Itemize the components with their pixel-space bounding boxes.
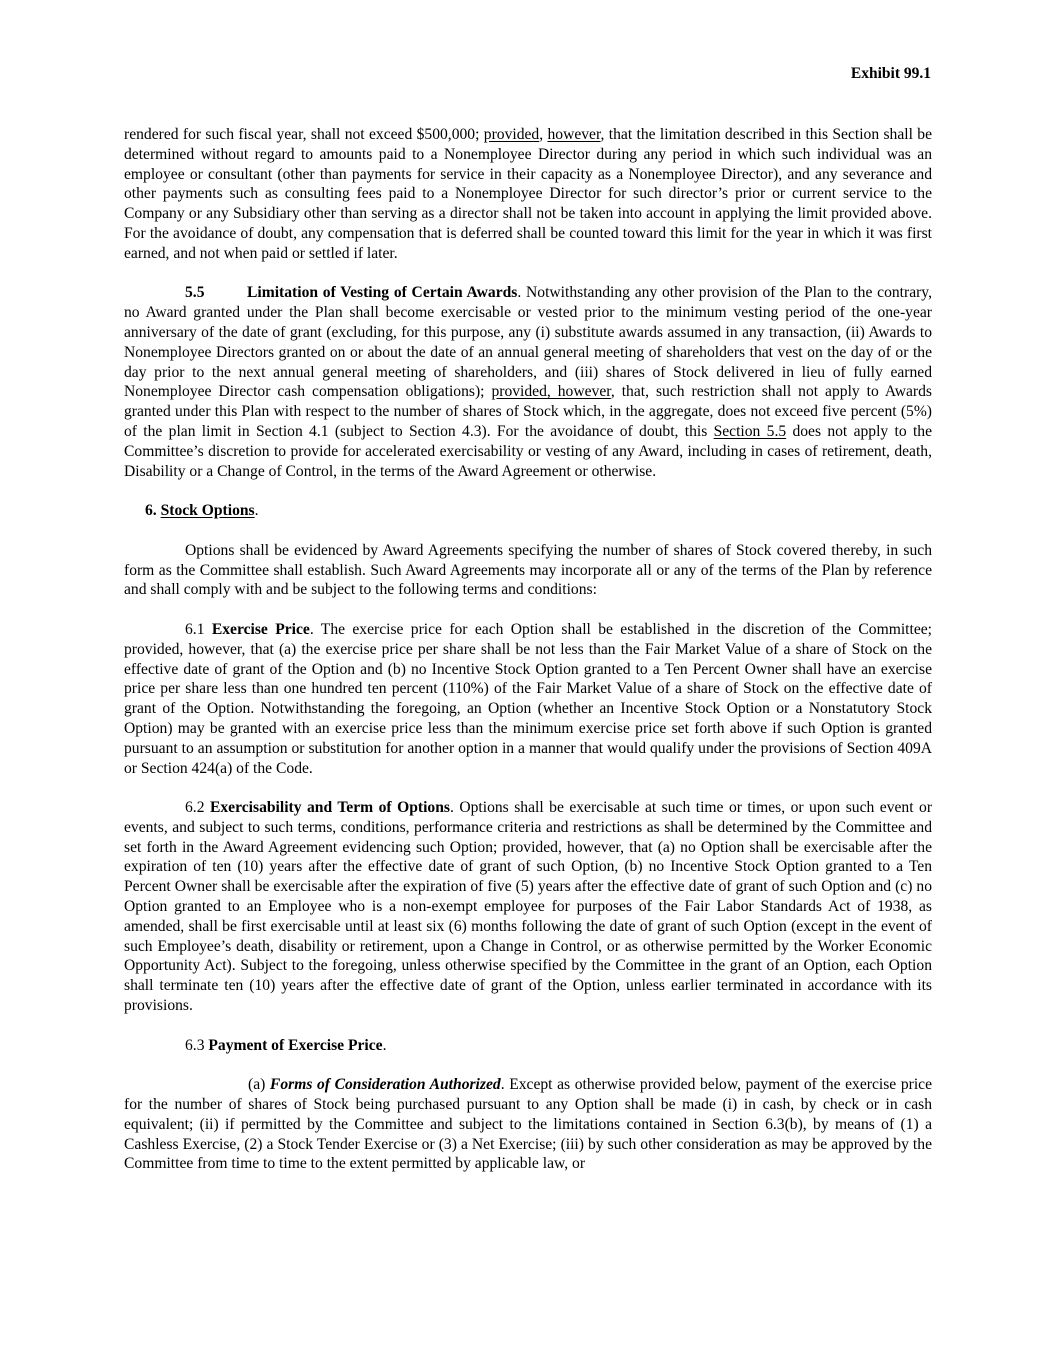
section-5-5 (124, 283, 932, 481)
section-6-3-a (124, 1075, 932, 1174)
section-6-heading (124, 501, 932, 521)
section-6-intro: Options shall be evidenced by Award Agreements specifying the number of shares of Stock covered thereby, in such form as the Committee shall establish. Such Award Agreements may incorporate all or any of the terms of the Plan by reference and shall comply with and be subject to the following terms and conditions: (124, 541, 932, 599)
section-reference-link: Section 5.5 (713, 422, 787, 440)
text-run: , (539, 126, 548, 143)
section-number: 6.1 (185, 620, 212, 638)
text-run: . (254, 502, 259, 520)
text-run: . The exercise price for each Option shall be established in the discretion of the Committee; provided, however, that (a) the exercise price per share shall be not less than the Fair Market Value of a share of Stock on the effective date of grant of the Option and (b) no Incentive Stock Option granted to a Ten Percent Owner shall have an exercise price per share less than one hundred ten percent (110%) of the Fair Market Value of a share of Stock on the effective date of grant of the Option. Notwithstanding the foregoing, an Option (whether an Incentive Stock Option or a Nonstatutory Stock Option) may be granted with an exercise price less than the minimum exercise price set forth above if such Option is granted pursuant to an assumption or substitution for another option in a manner that would qualify under the provisions of Section 409A or Section 424(a) of the Code. (124, 620, 933, 777)
section-number: 6.2 (185, 799, 210, 817)
text-run: . Except as otherwise provided below, payment of the exercise price for the number of shares of Stock being purchased pursuant to any Option shall be made (i) in cash, by check or in cash equivalent; (ii) if permitted by the Committee and subject to the limitations contained in Section 6.3(b), by means of (1) a Cashless Exercise, (2) a Stock Tender Exercise or (3) a Net Exercise; (iii) by such other consideration as may be approved by the Committee from time to time to the extent permitted by applicable law, or (124, 1076, 932, 1173)
text-run: rendered for such fiscal year, shall not exceed $500,000; (124, 126, 484, 143)
text-run: , that the limitation described in this Section shall be determined without regard to amounts paid to a Nonemployee Director during any period in which such individual was an employee or consultant (other than payments for service in their capacity as a Nonemployee Director), and any severance and other payments such as consulting fees paid to a Nonemployee Director for such director’s prior or current service to the Company or any Subsidiary other than serving as a director shall not be taken into account in applying the limit provided above. For the avoidance of doubt, any compensation that is deferred shall be counted toward this limit for the year in which it was first earned, and not when paid or settled if later. (124, 126, 932, 262)
underlined-term-however: however (547, 126, 601, 143)
paragraph-continuation (124, 125, 932, 264)
section-title: Limitation of Vesting of Certain Awards (247, 284, 518, 302)
section-number: 6.3 (185, 1036, 209, 1054)
subsection-number: (a) (248, 1076, 270, 1094)
text-run: . Options shall be exercisable at such time or times, or upon such event or events, and subject to such terms, conditions, performance criteria and restrictions as shall be determined by the Committee and set forth in the Award Agreement evidencing such Option; provided, however, that (a) no Option shall be exercisable after the expiration of ten (10) years after the effective date of grant of such Option, (b) no Incentive Stock Option granted to a Ten Percent Owner shall be exercisable after the expiration of five (5) years after the effective date of grant of such Option and (c) no Option granted to an Employee who is a non-exempt employee for purposes of the Fair Labor Standards Act of 1938, as amended, shall be first exercisable until at least six (6) months following the date of grant of such Option (except in the event of such Employee’s death, disability or retirement, upon a Change in Control, or as otherwise permitted by the Worker Economic Opportunity Act). Subject to the foregoing, unless otherwise specified by the Committee in the grant of an Option, each Option shall terminate ten (10) years after the effective date of grant of the Option, unless earlier terminated in accordance with its provisions. (124, 799, 933, 1015)
section-6-2 (124, 798, 932, 1016)
text-run: does not apply to the Committee’s discretion to provide for accelerated exercisability or vesting of any Award, including in cases of retirement, death, Disability or a Change of Control, in the terms of the Award Agreement or otherwise. (124, 422, 932, 480)
section-number: 6. (145, 502, 161, 520)
section-6-1 (124, 620, 932, 778)
document-body (124, 125, 932, 1194)
exhibit-label: Exhibit 99.1 (850, 65, 931, 82)
section-title: Exercisability and Term of Options (209, 799, 450, 817)
section-number: 5.5 (185, 284, 205, 302)
underlined-term-provided-however: provided, however (491, 383, 611, 401)
subsection-title: Forms of Consideration Authorized (269, 1076, 501, 1094)
section-title: Payment of Exercise Price (208, 1036, 383, 1054)
section-6-3 (124, 1036, 932, 1056)
text-run: , that, such restriction shall not apply to Awards granted under this Plan with respect to the number of shares of Stock which, in the aggregate, does not exceed five percent (5%) of the plan limit in Section 4.1 (subject to Section 4.3). For the avoidance of doubt, this (124, 383, 932, 440)
section-title: Stock Options (160, 502, 255, 520)
section-title: Exercise Price (211, 620, 310, 638)
text-run: . Notwithstanding any other provision of the Plan to the contrary, no Award granted under the Plan shall become exercisable or vested prior to the minimum vesting period of the one-year anniversary of the date of grant (excluding, for this purpose, any (i) substitute awards assumed in any transaction, (ii) Awards to Nonemployee Directors granted on or about the date of an annual general meeting of shareholders that vest on the day of or the day prior to the next annual general meeting of shareholders, and (iii) shares of Stock delivered in lieu of fully earned Nonemployee Director cash compensation obligations); (124, 284, 932, 401)
text-run: . (382, 1036, 387, 1054)
underlined-term-provided: provided (483, 126, 540, 143)
